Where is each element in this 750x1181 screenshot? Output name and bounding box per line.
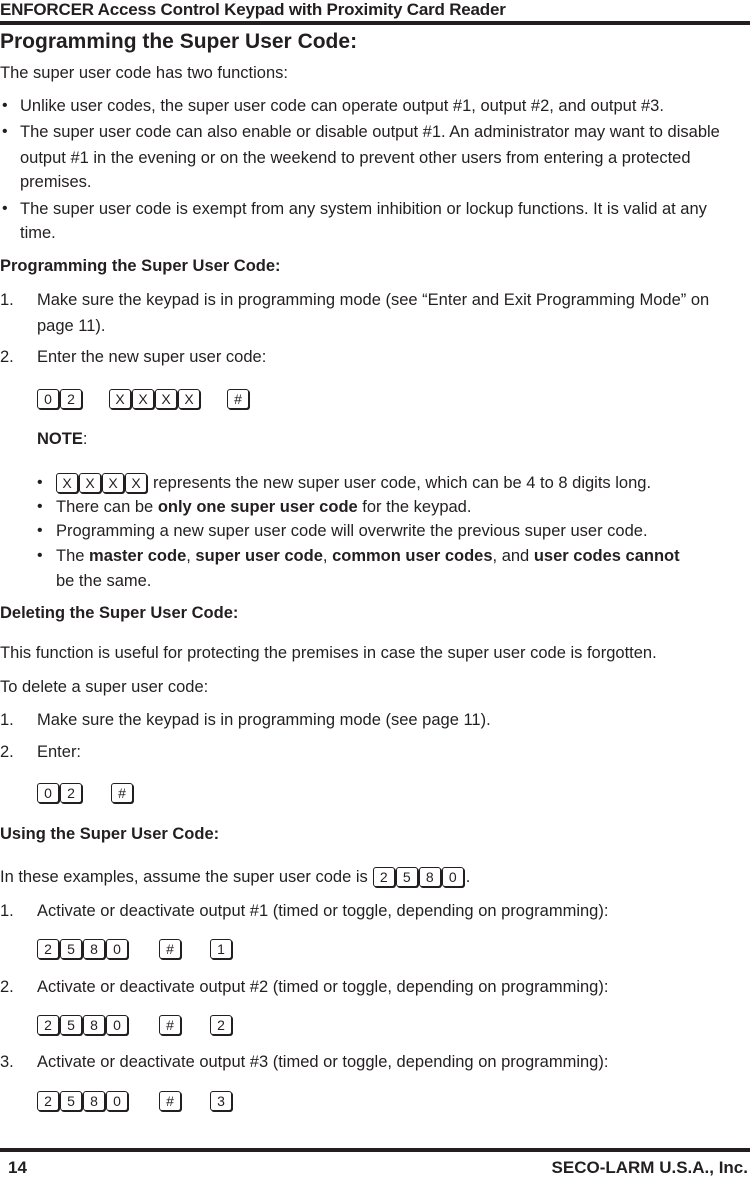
running-header: ENFORCER Access Control Keypad with Proximity Card Reader — [0, 0, 506, 19]
key-group — [37, 1015, 129, 1035]
keypad-key: 2 — [60, 389, 82, 409]
keypad-key: 8 — [419, 867, 441, 887]
step-number: 2. — [0, 348, 14, 366]
note-item: There can be only one super user code for the keypad. — [56, 498, 472, 516]
step-text: Make sure the keypad is in programming mode (see “Enter and Exit Programming Mode” on — [37, 291, 710, 309]
keypad-key: 0 — [442, 867, 464, 887]
key-sequence — [37, 1013, 233, 1037]
key-sequence — [37, 781, 134, 805]
keypad-key: X — [178, 389, 200, 409]
key-group — [159, 939, 182, 959]
key-group — [37, 939, 129, 959]
footer-rule — [0, 1148, 750, 1152]
keypad-key: X — [102, 473, 124, 493]
keypad-key: 2 — [60, 783, 82, 803]
key-group — [159, 1015, 182, 1035]
step-text: Activate or deactivate output #3 (timed or toggle, depending on programming): — [37, 1053, 609, 1071]
bullet-text: The super user code is exempt from any system inhibition or lockup functions. It is valid at any — [20, 200, 707, 218]
note-item: Programming a new super user code will overwrite the previous super user code. — [56, 522, 648, 540]
note-item: The master code, super user code, common user codes, and user codes cannot — [56, 547, 680, 565]
paragraph: This function is useful for protecting the premises in case the super user code is forgotten. — [0, 644, 657, 662]
key-group — [227, 389, 250, 409]
keypad-key: # — [159, 1091, 181, 1111]
bullet-marker: • — [37, 547, 43, 564]
subheading-using: Using the Super User Code: — [0, 825, 220, 843]
bullet-marker: • — [2, 200, 8, 217]
step-number: 3. — [0, 1053, 14, 1071]
keypad-key: 0 — [106, 939, 128, 959]
note-item: X X X X represents the new super user code, which can be 4 to 8 digits long. — [56, 470, 651, 496]
keypad-key: X — [155, 389, 177, 409]
bullet-text: time. — [20, 224, 56, 242]
company-name: SECO-LARM U.S.A., Inc. — [551, 1158, 748, 1177]
keypad-key: 1 — [210, 939, 232, 959]
keypad-key: 2 — [373, 867, 395, 887]
step-text: Enter: — [37, 743, 82, 761]
subheading-deleting: Deleting the Super User Code: — [0, 604, 239, 622]
bullet-text: The super user code can also enable or disable output #1. An administrator may want to disable — [20, 123, 720, 141]
keypad-key: 2 — [210, 1015, 232, 1035]
key-sequence — [37, 937, 233, 961]
step-number: 2. — [0, 978, 14, 996]
keypad-key: 0 — [37, 783, 59, 803]
key-group — [111, 783, 134, 803]
paragraph: To delete a super user code: — [0, 678, 209, 696]
bullet-marker: • — [37, 474, 43, 491]
step-number: 1. — [0, 902, 14, 920]
step-number: 2. — [0, 743, 14, 761]
page-number: 14 — [8, 1158, 27, 1177]
key-group — [109, 389, 201, 409]
key-group — [37, 783, 83, 803]
keypad-key: 5 — [60, 1091, 82, 1111]
bullet-text: output #1 in the evening or on the weekend to prevent other users from entering a protected — [20, 149, 691, 167]
keypad-key: 0 — [106, 1091, 128, 1111]
keypad-key: 0 — [37, 389, 59, 409]
bullet-marker: • — [37, 498, 43, 515]
subheading-programming: Programming the Super User Code: — [0, 257, 281, 275]
keypad-key: 8 — [83, 1091, 105, 1111]
step-text: page 11). — [37, 317, 106, 335]
key-sequence — [37, 387, 250, 411]
keypad-key: 5 — [396, 867, 418, 887]
note-item: be the same. — [56, 572, 152, 590]
keypad-key: 2 — [37, 1091, 59, 1111]
keypad-key: X — [132, 389, 154, 409]
key-group — [373, 867, 465, 887]
bullet-text: premises. — [20, 173, 92, 191]
step-text: Activate or deactivate output #2 (timed or toggle, depending on programming): — [37, 978, 609, 996]
header-rule — [0, 21, 750, 25]
keypad-key: # — [159, 939, 181, 959]
keypad-key: 8 — [83, 1015, 105, 1035]
keypad-key: 2 — [37, 939, 59, 959]
keypad-key: X — [109, 389, 131, 409]
keypad-key: # — [159, 1015, 181, 1035]
keypad-key: X — [79, 473, 101, 493]
step-number: 1. — [0, 711, 14, 729]
paragraph: In these examples, assume the super user code is 2 5 8 0 . — [0, 868, 471, 886]
section-title: Programming the Super User Code: — [0, 30, 358, 53]
key-group — [37, 1091, 129, 1111]
keypad-key: X — [56, 473, 78, 493]
keypad-key: 5 — [60, 1015, 82, 1035]
keypad-key: 5 — [60, 939, 82, 959]
keypad-key: 0 — [106, 1015, 128, 1035]
key-group — [159, 1091, 182, 1111]
key-group — [210, 1015, 233, 1035]
keypad-key: 8 — [83, 939, 105, 959]
step-text: Make sure the keypad is in programming mode (see page 11). — [37, 711, 491, 729]
bullet-marker: • — [37, 522, 43, 539]
bullet-text: Unlike user codes, the super user code can operate output #1, output #2, and output #3. — [20, 97, 664, 115]
keypad-key: # — [111, 783, 133, 803]
key-group — [210, 939, 233, 959]
intro-text: The super user code has two functions: — [0, 64, 288, 82]
key-group — [210, 1091, 233, 1111]
note-label: NOTE: — [37, 430, 88, 448]
step-text: Enter the new super user code: — [37, 348, 267, 366]
keypad-key: X — [125, 473, 147, 493]
key-group — [56, 473, 148, 493]
keypad-key: 3 — [210, 1091, 232, 1111]
keypad-key: 2 — [37, 1015, 59, 1035]
step-text: Activate or deactivate output #1 (timed or toggle, depending on programming): — [37, 902, 609, 920]
step-number: 1. — [0, 291, 14, 309]
key-group — [37, 389, 83, 409]
key-sequence — [37, 1089, 233, 1113]
bullet-marker: • — [2, 123, 8, 140]
keypad-key: # — [227, 389, 249, 409]
bullet-marker: • — [2, 97, 8, 114]
